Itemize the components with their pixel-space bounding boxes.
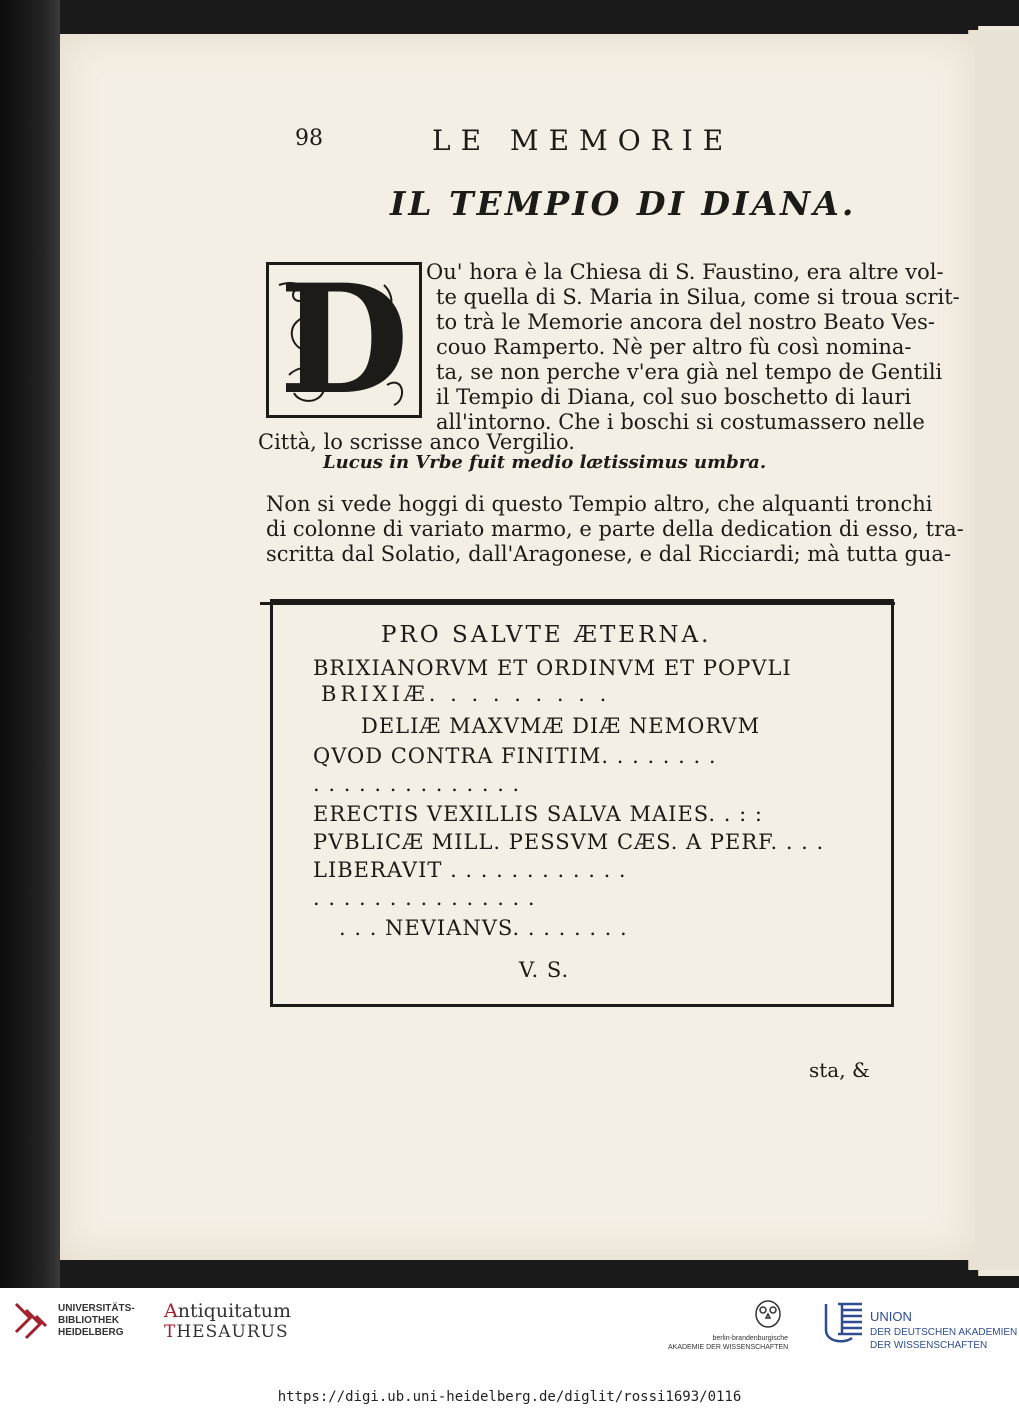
text-line: Ou' hora è la Chiesa di S. Faustino, era altre vol- [426, 260, 944, 284]
inscription-line: DELIÆ MAXVMÆ DIÆ NEMORVM [361, 714, 761, 738]
university-library-logo-icon[interactable] [12, 1300, 50, 1344]
union-subtitle: DER DEUTSCHEN AKADEMIEN DER WISSENSCHAFTEN [870, 1327, 1018, 1351]
union-academies-logo-icon[interactable] [822, 1300, 866, 1346]
text-line: Non si vede hoggi di questo Tempio altro, che alquanti tronchi [266, 492, 933, 516]
catchword: sta, & [809, 1058, 870, 1082]
inscription-line: QVOD CONTRA FINITIM. . . . . . . . [313, 744, 717, 768]
text-line: all'intorno. Che i boschi si costumassero nelle [436, 410, 925, 434]
text-line: couo Ramperto. Nè per altro fù così nomina- [436, 335, 912, 359]
bbaw-owl-logo-icon[interactable] [748, 1298, 788, 1332]
text-line: ta, se non perche v'era già nel tempo de Gentili [436, 360, 943, 384]
inscription-line: ERECTIS VEXILLIS SALVA MAIES. . : : [313, 802, 763, 826]
inscription-line: . . . . . . . . . . . . . . . [313, 886, 536, 910]
inscription-line: . . . . . . . . . . . . . . [313, 772, 521, 796]
inscription-line: BRIXIÆ. . . . . . . . . [321, 682, 611, 706]
bbaw-name[interactable]: berlin-brandenburgische AKADEMIE DER WISSENSCHAFTEN [668, 1335, 789, 1351]
inscription-line: PRO SALVTE ÆTERNA. [381, 622, 712, 648]
union-title[interactable]: UNION [870, 1309, 912, 1324]
running-head: LE MEMORIE [432, 124, 734, 157]
university-library-name[interactable]: UNIVERSITÄTS- BIBLIOTHEK HEIDELBERG [58, 1303, 135, 1338]
text-line: te quella di S. Maria in Silua, come si troua scrit- [436, 285, 960, 309]
antiquitatum-logo-line1[interactable]: Antiquitatum [164, 1300, 292, 1322]
book-page [60, 34, 975, 1260]
verse-quotation: Lucus in Vrbe fuit medio lætissimus umbra. [323, 452, 767, 473]
text-line: di colonne di variato marmo, e parte della dedication di esso, tra- [266, 517, 964, 541]
inscription-line: V. S. [519, 958, 570, 982]
page-url[interactable]: https://digi.ub.uni-heidelberg.de/diglit/rossi1693/0116 [277, 1389, 742, 1405]
decorated-initial [266, 252, 422, 428]
chapter-title: IL TEMPIO DI DIANA. [390, 184, 857, 223]
inscription-line: BRIXIANORVM ET ORDINVM ET POPVLI [313, 656, 792, 680]
text-line: scritta dal Solatio, dall'Aragonese, e dal Ricciardi; mà tutta gua- [266, 542, 952, 566]
antiquitatum-rest: ntiquitatum [177, 1300, 292, 1322]
initial-letter: D [278, 252, 410, 428]
antiquitatum-logo-line2[interactable]: THESAURUS [164, 1322, 289, 1342]
inscription-line: . . . NEVIANVS. . . . . . . . [339, 916, 628, 940]
page-number: 98 [295, 126, 323, 151]
inscription-box [270, 599, 894, 1007]
thesaurus-rest: HESAURUS [176, 1322, 289, 1342]
text-line: to trà le Memorie ancora del nostro Beato Ves- [436, 310, 935, 334]
text-line: Città, lo scrisse anco Vergilio. [258, 430, 575, 454]
book-spine [0, 0, 60, 1288]
next-page-edge [968, 30, 1019, 1270]
inscription-line: LIBERAVIT . . . . . . . . . . . . [313, 858, 627, 882]
inscription-line: PVBLICÆ MILL. PESSVM CÆS. A PERF. . . . [313, 830, 825, 854]
text-line: il Tempio di Diana, col suo boschetto di lauri [436, 385, 912, 409]
